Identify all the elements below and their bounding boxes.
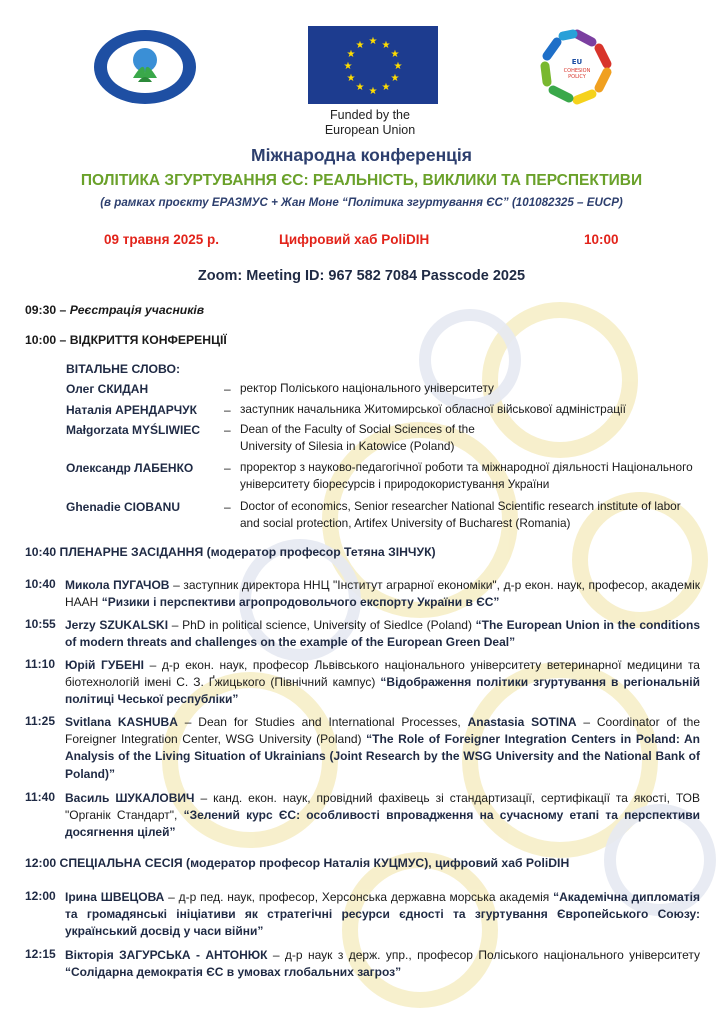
talk-item [25, 714, 700, 783]
talk-title: “Ризики і перспективи агропродовольчого експорту України в ЄС” [101, 595, 500, 610]
talk-speaker: Микола ПУГАЧОВ [65, 578, 170, 592]
talk-speaker: Василь ШУКАЛОВИЧ [65, 791, 195, 805]
talk-info: – заступник директора ННЦ "Інститут аграрної економіки", д-р екон. наук, професор, академік НААН [65, 578, 701, 610]
talk-info: – канд. екон. наук, провідний фахівець зі стандартизації, сертифікації та якості, ТОВ "Органік Стандарт", [65, 791, 700, 823]
svg-text:★: ★ [346, 73, 356, 84]
funded-line-2: European Union [324, 123, 416, 137]
talk-info: – д-р наук з держ. упр., професор Поліського національного університету [267, 948, 700, 962]
talk-info: – Dean for Studies and International Processes, [177, 715, 468, 729]
event-start-time: 10:00 [584, 232, 619, 247]
funded-by-eu [290, 108, 450, 138]
plenary-session-heading: 10:40 ПЛЕНАРНЕ ЗАСІДАННЯ (модератор професор Тетяна ЗІНЧУК) [25, 545, 436, 559]
registration-label: Реєстрація учасників [69, 303, 205, 317]
svg-text:★: ★ [381, 40, 391, 51]
funded-line-1: Funded by the [330, 108, 410, 122]
greeting-role: Dean of the Faculty of Social Sciences of the University of Silesia in Katowice (Poland) [240, 422, 475, 453]
greeting-role: ректор Поліського національного університету [240, 381, 494, 395]
greeting-role: проректор з науково-педагогічної роботи та міжнародної діяльності Національного університету біоресурсів і природокористування України [240, 460, 693, 491]
svg-text:★: ★ [368, 86, 378, 97]
talk-item [25, 657, 700, 709]
talk-time: 10:55 [25, 617, 56, 631]
svg-text:★: ★ [368, 36, 378, 47]
svg-text:★: ★ [393, 61, 403, 72]
greeting-dash: – [224, 423, 231, 437]
talk-title: “Академічна дипломатія та громадянські ініціативи як стратегічні ресурси єдності та згуртування Європейського Союзу: український досвід у часи війни” [65, 890, 700, 939]
talk-info: – д-р пед. наук, професор, Херсонська державна морська академія [164, 890, 554, 904]
talk-time: 11:40 [25, 790, 56, 804]
registration-line [25, 303, 204, 317]
svg-text:EU: EU [571, 58, 583, 66]
eu-flag-icon [308, 26, 438, 104]
talk-speaker: Svitlana KASHUBA [65, 715, 178, 729]
talk-item [25, 790, 700, 842]
svg-text:★: ★ [355, 40, 365, 51]
svg-text:★: ★ [390, 73, 400, 84]
event-venue: Цифровий хаб PoliDIH [279, 232, 430, 247]
talk-info: – PhD in political science, University of Siedlce (Poland) [168, 618, 476, 632]
talk-time: 12:00 [25, 889, 56, 903]
talk-time: 10:40 [25, 577, 56, 591]
talk-title: “The European Union in the conditions of modern threats and challenges on the example of the European Green Deal” [65, 618, 701, 650]
zoom-meeting-info: Zoom: Meeting ID: 967 582 7084 Passcode 2025 [197, 268, 526, 284]
svg-text:★: ★ [346, 49, 356, 60]
talk-time: 11:25 [25, 714, 56, 728]
greeting-name: Олександр ЛАБЕНКО [66, 461, 194, 475]
svg-text:POLICY: POLICY [568, 74, 586, 80]
greeting-dash: – [224, 461, 231, 475]
talk-title: “Зелений курс ЄС: особливості впровадження на сучасному етапі та перспективи досягнення цілей” [65, 808, 700, 840]
svg-text:★: ★ [390, 49, 400, 60]
greeting-name: Małgorzata MYŚLIWIEC [66, 423, 201, 437]
greeting-label: ВІТАЛЬНЕ СЛОВО: [66, 362, 181, 376]
conference-theme: ПОЛІТИКА ЗГУРТУВАННЯ ЄС: РЕАЛЬНІСТЬ, ВИКЛИКИ ТА ПЕРСПЕКТИВИ [80, 172, 643, 189]
eu-cohesion-policy-logo [537, 26, 617, 106]
greeting-name: Наталія АРЕНДАРЧУК [66, 403, 197, 417]
project-subtitle: (в рамках проєкту ЕРАЗМУС + Жан Моне “Політика згуртування ЄС” (101082325 – EUCP) [100, 196, 623, 209]
talk-speaker: Вікторія ЗАГУРСЬКА - АНТОНЮК [65, 948, 268, 962]
talk-item [25, 889, 700, 941]
greeting-name: Ghenadie CIOBANU [66, 500, 181, 514]
conference-title: Міжнародна конференція [251, 145, 472, 165]
greeting-role: заступник начальника Житомирської обласної військової адміністрації [240, 402, 626, 416]
greeting-name: Олег СКИДАН [66, 382, 149, 396]
opening-line: 10:00 – ВІДКРИТТЯ КОНФЕРЕНЦІЇ [25, 333, 227, 347]
talk-time: 11:10 [25, 657, 56, 671]
greeting-dash: – [224, 382, 231, 396]
talk-item [25, 947, 700, 981]
talk-item [25, 577, 700, 611]
talk-title: “The Role of Foreigner Integration Centers in Poland: An Analysis of the Living Situation of Ukrainians (Joint Research by the WSG University and the National Bank of Poland)” [65, 732, 700, 781]
greeting-dash: – [224, 500, 231, 514]
event-date: 09 травня 2025 р. [104, 232, 219, 247]
svg-text:★: ★ [343, 61, 353, 72]
talk-speaker: Jerzy SZUKALSKI [65, 618, 169, 632]
svg-text:★: ★ [355, 82, 365, 93]
talk-speaker: Юрій ГУБЕНІ [65, 658, 144, 672]
greeting-role: Doctor of economics, Senior researcher National Scientific research institute of labor and social protection, Artifex University of Bucharest (Romania) [240, 499, 681, 530]
talk-speaker: Ірина ШВЕЦОВА [65, 890, 165, 904]
university-emblem-icon [92, 28, 198, 106]
talk-item [25, 617, 700, 651]
talk-time: 12:15 [25, 947, 56, 961]
registration-time: 09:30 – [25, 303, 67, 317]
talk-info: – д-р екон. наук, професор Львівського національного університету ветеринарної медицини та біотехнологій імені С. З. Ґжицького (Північний кампус) [65, 658, 700, 690]
talk-title: “Відображення політики згуртування в регіональній політиці Чеської республіки” [65, 675, 700, 707]
svg-text:★: ★ [381, 82, 391, 93]
special-session-heading: 12:00 СПЕЦІАЛЬНА СЕСІЯ (модератор професор Наталія КУЦМУС), цифровий хаб PoliDIH [25, 856, 570, 870]
talk-speaker-2: Anastasia SOTINA [467, 715, 577, 729]
svg-text:COHESION: COHESION [563, 68, 591, 74]
greeting-dash: – [224, 403, 231, 417]
talk-info-2: – Coordinator of the Foreigner Integration Center, WSG University (Poland) [65, 715, 700, 747]
talk-title: “Солідарна демократія ЄС в умовах глобальних загроз” [65, 965, 402, 980]
